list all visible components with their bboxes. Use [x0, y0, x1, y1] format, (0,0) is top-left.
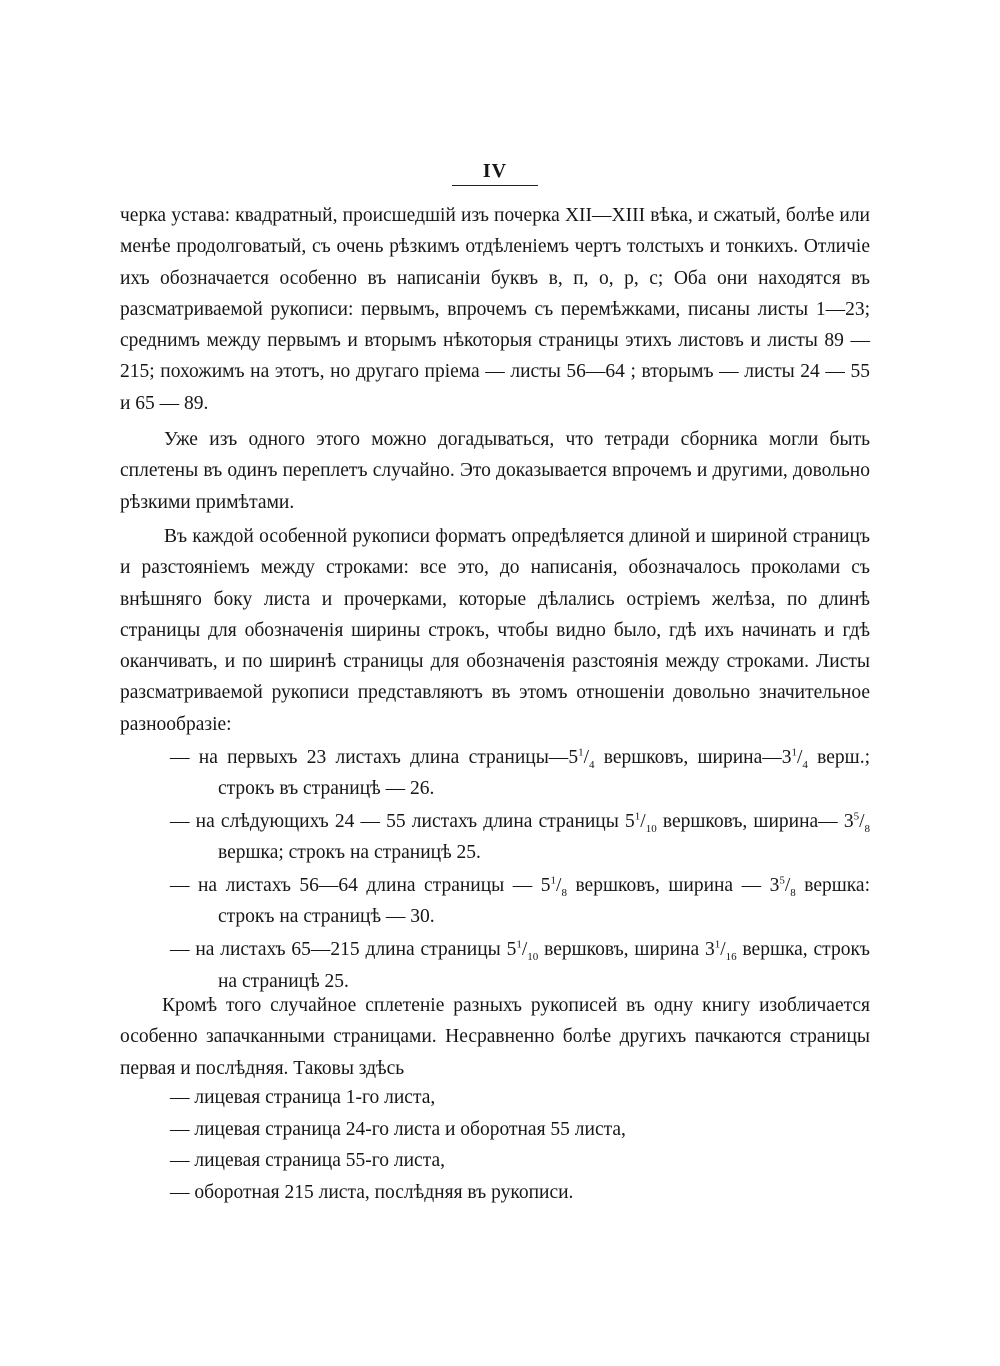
- paragraph-1: черка устава: квадратный, происшедшій изъ почерка XII—XIII вѣка, и сжатый, болѣе или менѣе продолговатый, съ очень рѣзкимъ отдѣленіемъ чертъ толстыхъ и тонкихъ. Отличіе ихъ обозначается особенно въ написаніи буквъ в, п, о, р, с; Оба они находятся въ разсматриваемой рукописи: первымъ, впрочемъ съ перемѣжками, писаны листы 1—23; среднимъ между первымъ и вторымъ нѣкоторыя страницы этихъ листовъ и листы 89 — 215; похожимъ на этотъ, но другаго пріема — листы 56—64 ; вторымъ — листы 24 — 55 и 65 — 89.: [120, 205, 870, 414]
- soiled-pages-list: [170, 1082, 870, 1208]
- format-list: [170, 742, 870, 998]
- format-list-item: — на листахъ 65—215 длина страницы $5^1/_{10}$ вершковъ, ширина $3^1/_{16}$ вершка, строкъ на страницѣ 25.: [170, 938, 870, 992]
- paragraph-4: [120, 990, 870, 1084]
- soiled-pages-item: — оборотная 215 листа, послѣдняя въ рукописи.: [170, 1181, 574, 1203]
- soiled-pages-item: — лицевая страница 1-го листа,: [170, 1087, 436, 1108]
- paragraph-2: Уже изъ одного этого можно догадываться, что тетради сборника могли быть сплетены въ одинъ переплетъ случайно. Это доказывается впрочемъ и другими, довольно рѣзкими примѣтами.: [120, 429, 870, 513]
- page-number: IV: [452, 160, 538, 186]
- format-list-item: — на слѣдующихъ 24 — 55 листахъ длина страницы $5^1/_{10}$ вершковъ, ширина— $3^5/_8$ вершка; строкъ на страницѣ 25.: [170, 810, 870, 864]
- format-list-item: — на листахъ 56—64 длина страницы — $5^1/_8$ вершковъ, ширина — $3^5/_8$ вершка: строкъ на страницѣ — 30.: [170, 874, 871, 928]
- soiled-pages-item: — лицевая страница 24-го листа и оборотная 55 листа,: [170, 1118, 626, 1140]
- format-list-item: — на первыхъ 23 листахъ длина $страницы—5^1/_4$ вершковъ, $ширина—3^1/_4$ верш.; строкъ въ страницѣ — 26.: [170, 746, 870, 800]
- paragraph-4-text: Кромѣ того случайное сплетеніе разныхъ рукописей въ одну книгу изобличается особенно запачканными страницами. Несравненно болѣе другихъ пачкаются страницы первая и послѣдняя. Таковы здѣсь: [120, 995, 870, 1079]
- soiled-pages-item: — лицевая страница 55-го листа,: [170, 1150, 445, 1171]
- paragraph-3: Въ каждой особенной рукописи форматъ опредѣляется длиной и шириной страницъ и разстояніемъ между строками: все это, до написанія, обозначалось проколами съ внѣшняго боку листа и прочерками, которые дѣлались остріемъ желѣза, по длинѣ страницы для обозначенія ширины строкъ, чтобы видно было, гдѣ ихъ начинать и гдѣ оканчивать, и по ширинѣ страницы для обозначенія разстоянія между строками. Листы разсматриваемой рукописи представляютъ въ этомъ отношеніи довольно значительное разнообразіе:: [120, 526, 870, 735]
